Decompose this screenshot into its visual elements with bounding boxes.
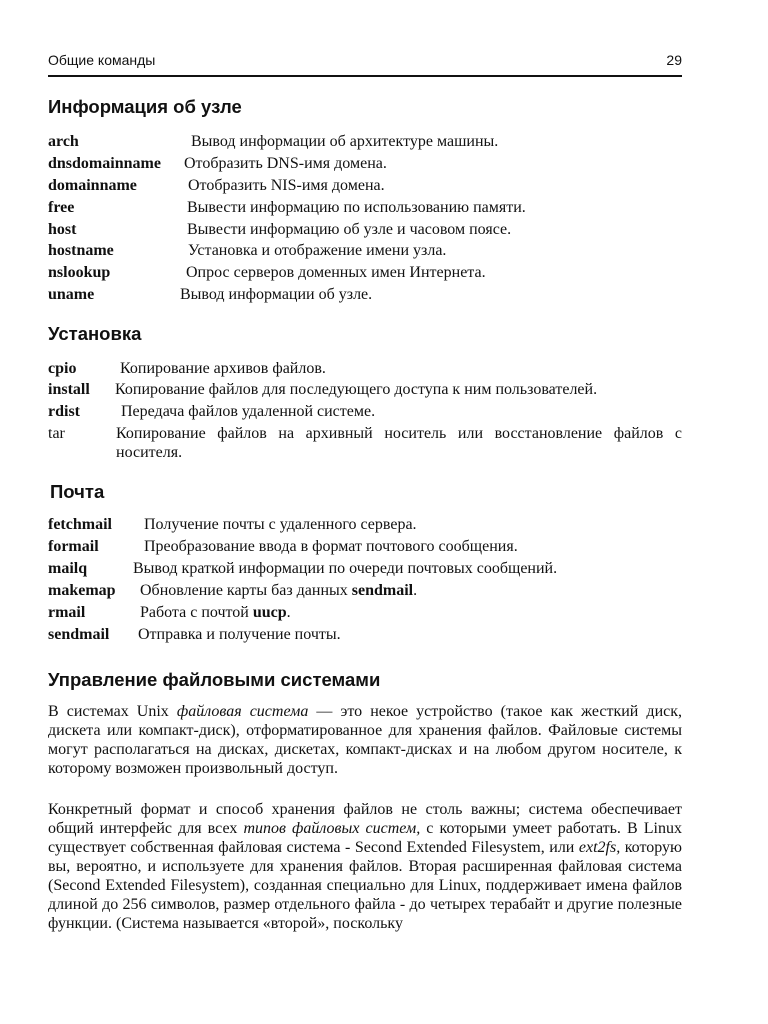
command-name: tar: [48, 425, 65, 442]
command-desc: Передача файлов удаленной системе.: [121, 403, 376, 420]
running-head: [48, 52, 682, 72]
command-row: [48, 284, 682, 305]
command-name: rmail: [48, 604, 86, 621]
command-name: domainname: [48, 177, 137, 194]
command-desc: Отобразить DNS-имя домена.: [184, 155, 387, 172]
command-row: [48, 262, 682, 283]
command-row: [48, 624, 682, 645]
desc-text: Работа с почтой: [140, 604, 253, 621]
desc-command-ref: uucp: [252, 604, 287, 621]
command-desc: [140, 602, 291, 623]
paragraph-text: Конкретный формат и способ хранения файлов не столь важны; система обеспечивает общий интерфейс для всех: [48, 801, 682, 837]
command-desc: Опрос серверов доменных имен Интернета.: [186, 264, 486, 281]
command-name: mailq: [48, 560, 88, 577]
command-desc: Вывести информацию об узле и часовом поясе.: [187, 221, 512, 238]
desc-text: .: [413, 582, 418, 599]
page-number: 29: [666, 52, 682, 68]
command-desc: [140, 580, 417, 601]
paragraph-text: В системах Unix: [48, 703, 177, 720]
paragraph: [48, 702, 682, 778]
command-row: [48, 131, 682, 152]
command-desc: Отобразить NIS-имя домена.: [188, 177, 385, 194]
paragraph-text: которую вы, вероятно, и используете для хранения файлов. Вторая расширенная файловая система (Second Extended Filesystem), созданная специально для Linux, поддерживает имена файлов длиной до 256 символов, размер отдельного файла - до четырех терабайт и другие полезные функции. (Система называется «второй», поскольку: [48, 839, 682, 932]
command-row: [48, 536, 682, 557]
section-title-host-info: Информация об узле: [48, 96, 242, 117]
command-row: [48, 358, 682, 379]
command-name: free: [48, 199, 75, 216]
command-row: [48, 401, 682, 422]
section-title-mail: Почта: [50, 481, 105, 502]
command-name: sendmail: [48, 626, 110, 643]
desc-text: .: [286, 604, 291, 621]
paragraph-text: с которыми умеет работать. В Linux существует собственная файловая система - Second Extended Filesystem, или: [48, 820, 683, 856]
command-row: [48, 219, 682, 240]
command-name: uname: [48, 286, 95, 303]
command-name: arch: [48, 133, 79, 150]
command-desc: Копирование файлов на архивный носитель или восстановление файлов с носителя.: [116, 425, 682, 461]
command-name: host: [48, 221, 77, 238]
command-row: [48, 197, 682, 218]
command-row: [48, 580, 682, 601]
command-desc: Отправка и получение почты.: [138, 626, 341, 643]
paragraph-text: — это некое устройство (такое как жесткий диск, дискета или компакт-диск), отформатированное для хранения файлов. Файловые системы могут располагаться на дисках, дискетах, компакт-дисках и на любом другом носителе, к которому возможен произвольный доступ.: [48, 703, 682, 777]
command-name: dnsdomainname: [48, 155, 161, 172]
command-desc: Установка и отображение имени узла.: [188, 242, 447, 259]
command-row: [48, 153, 682, 174]
paragraph-italic-term: ext2fs,: [578, 839, 621, 856]
command-name: install: [48, 381, 90, 398]
command-desc: Преобразование ввода в формат почтового сообщения.: [144, 538, 518, 555]
book-page: [48, 0, 682, 1024]
command-name: formail: [48, 538, 99, 555]
paragraph-italic-term: файловая система: [176, 703, 309, 720]
command-name: rdist: [48, 403, 80, 420]
command-desc: Копирование файлов для последующего доступа к ним пользователей.: [115, 381, 598, 398]
command-row: [48, 379, 682, 400]
command-desc: Вывод информации об архитектуре машины.: [191, 133, 499, 150]
command-desc: Копирование архивов файлов.: [120, 360, 326, 377]
command-name: nslookup: [48, 264, 111, 281]
desc-command-ref: sendmail: [351, 582, 414, 599]
section-title-filesystems: Управление файловыми системами: [48, 669, 381, 690]
command-desc: Вывести информацию по использованию памяти.: [187, 199, 526, 216]
paragraph: [48, 800, 682, 933]
running-head-title: Общие команды: [48, 52, 156, 68]
command-desc: Получение почты с удаленного сервера.: [144, 516, 417, 533]
command-name: fetchmail: [48, 516, 112, 533]
command-row: [48, 602, 682, 623]
command-name: hostname: [48, 242, 114, 259]
command-row: [48, 558, 682, 579]
section-title-install: Установка: [48, 323, 142, 344]
desc-text: Обновление карты баз данных: [140, 582, 352, 599]
command-desc: Вывод информации об узле.: [180, 286, 373, 303]
command-name: cpio: [48, 360, 77, 377]
command-row: [48, 240, 682, 261]
paragraph-italic-term: типов файловых систем,: [243, 820, 421, 837]
command-name: makemap: [48, 582, 116, 599]
command-row: [48, 175, 682, 196]
command-row: [48, 514, 682, 535]
command-desc: Вывод краткой информации по очереди почтовых сообщений.: [133, 560, 558, 577]
header-rule: [48, 75, 682, 77]
